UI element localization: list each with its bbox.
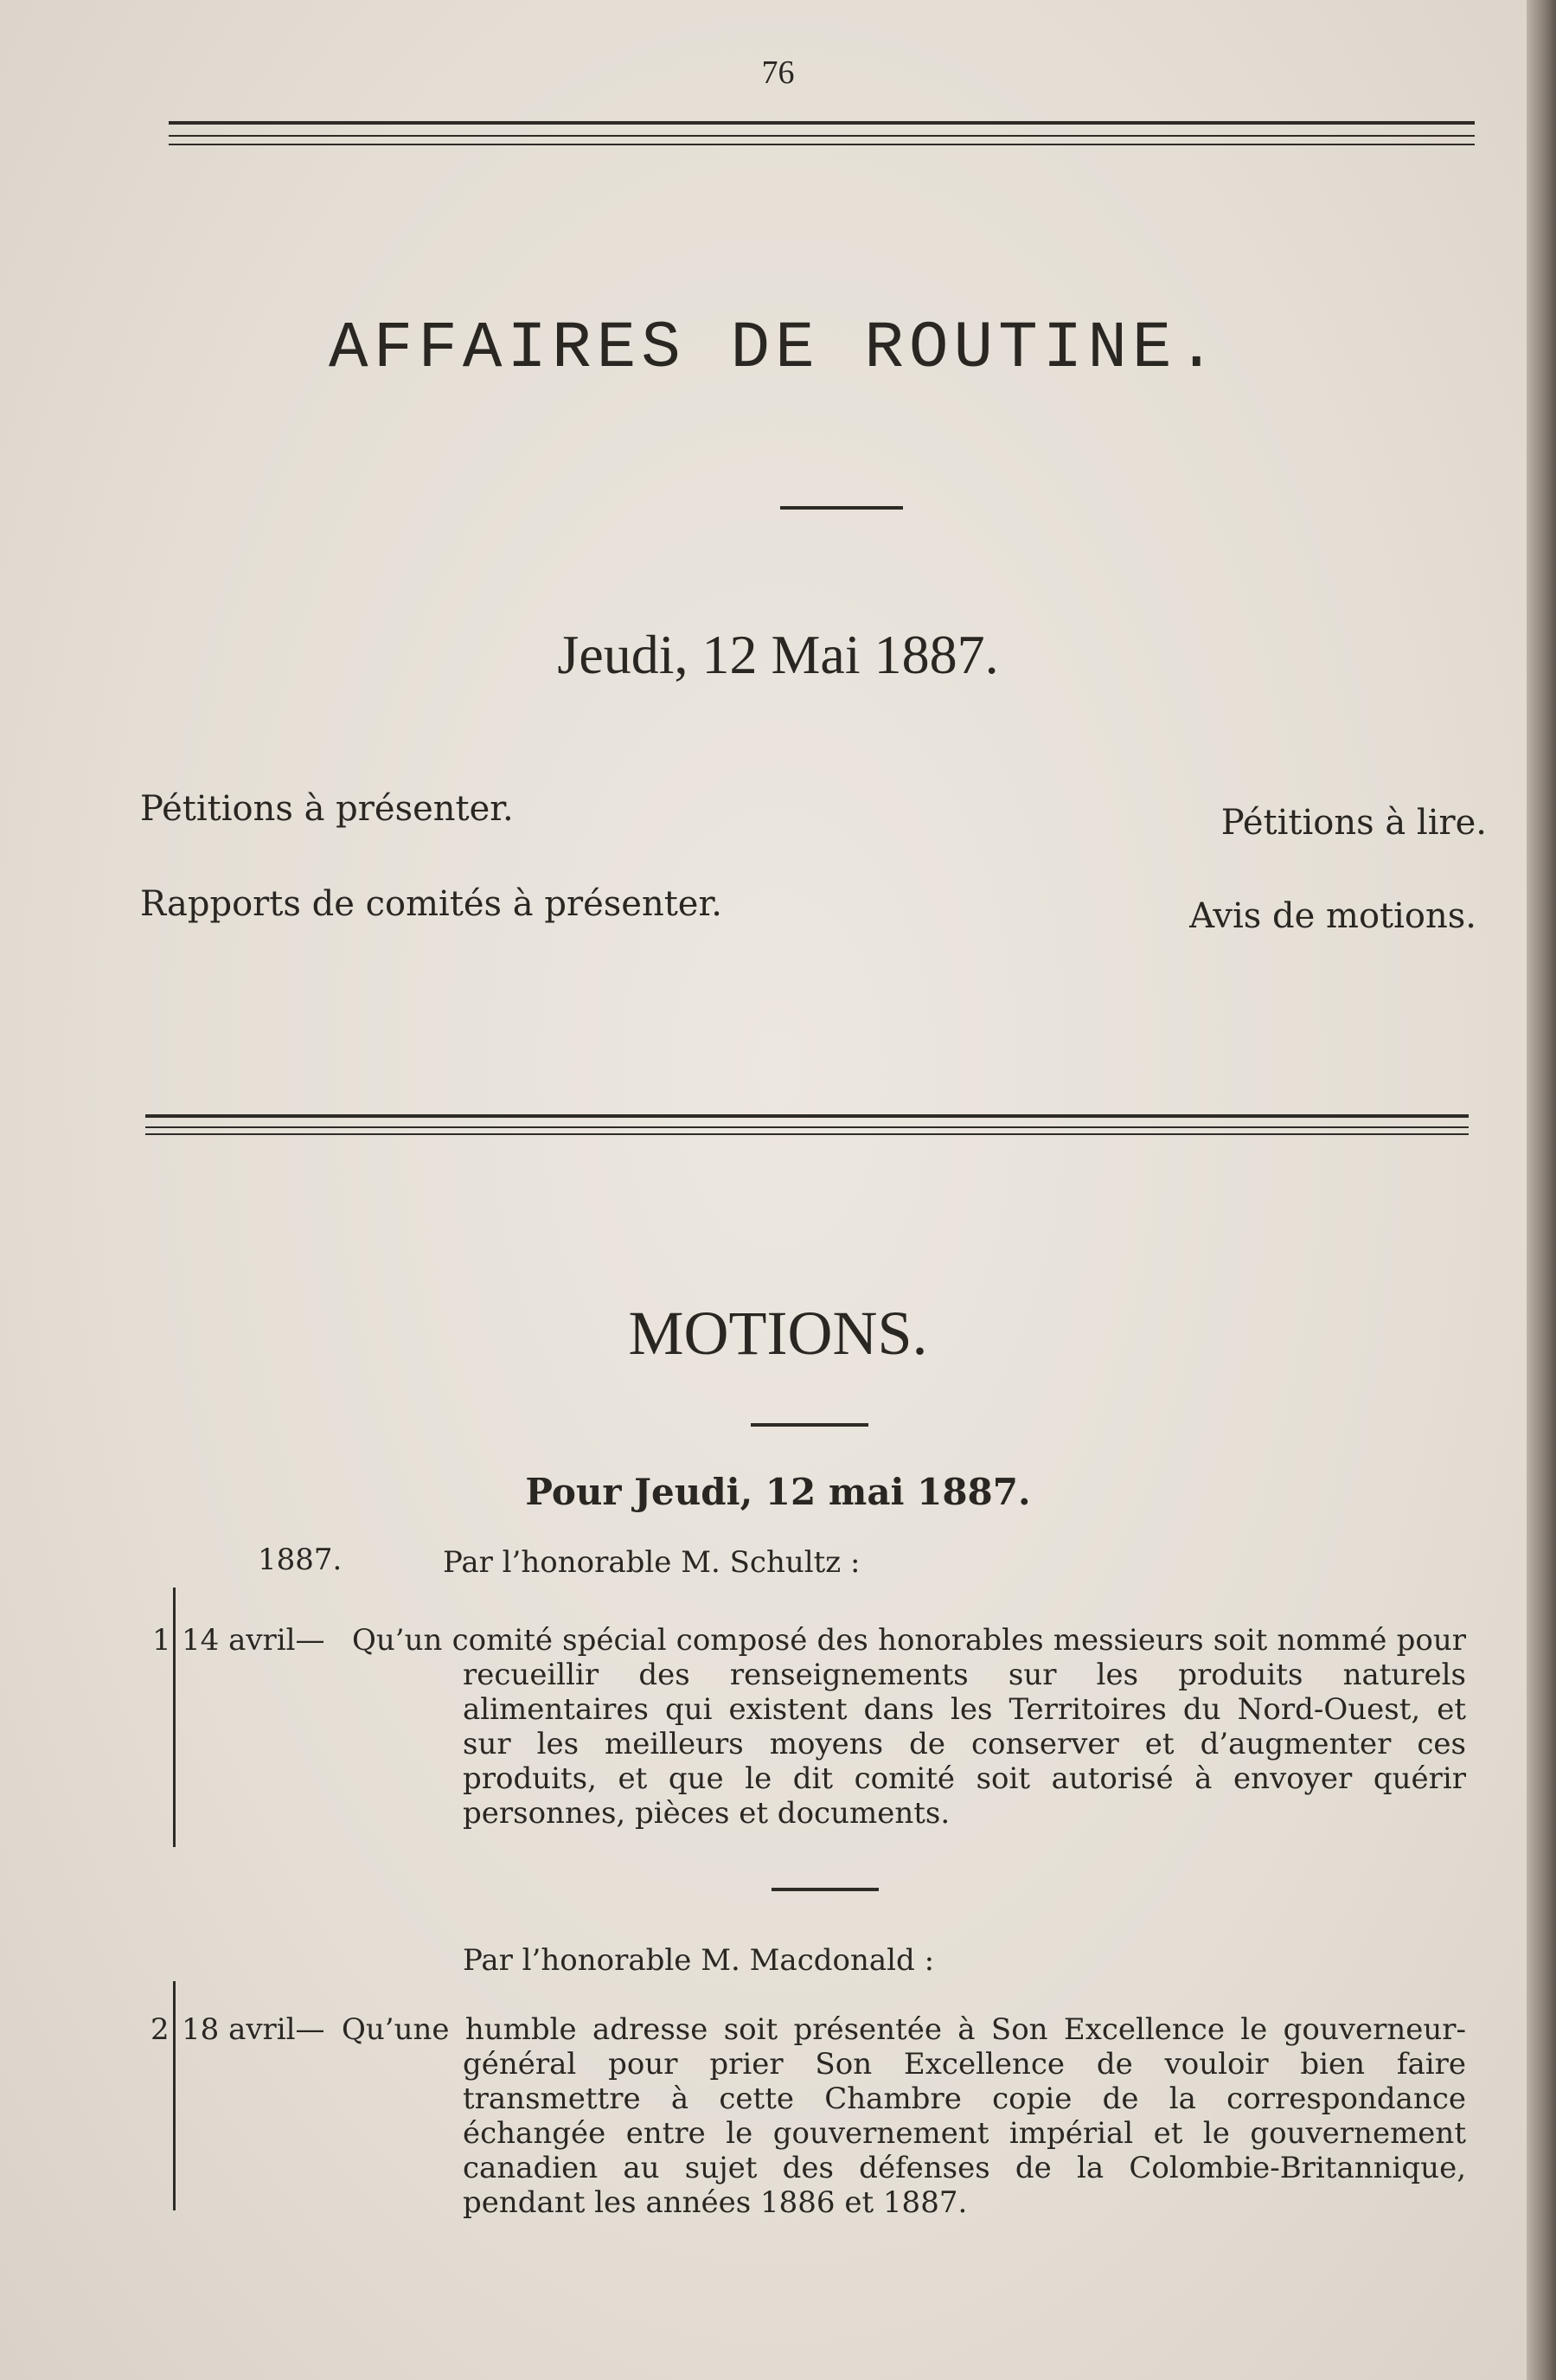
motions-subheading: Pour Jeudi, 12 mai 1887. bbox=[525, 1471, 1031, 1513]
motion-1-date: 14 avril— bbox=[182, 1623, 325, 1658]
motions-title: MOTIONS. bbox=[628, 1299, 928, 1368]
top-rule bbox=[169, 121, 1475, 125]
top-rule-thin bbox=[169, 135, 1475, 137]
motion-2-margin-line bbox=[173, 1981, 176, 2210]
section-divider bbox=[780, 506, 903, 510]
motion-2-text: Qu’une humble adresse soit présentée à Son Excellence le gouverneur-général pour prier Son Excellence de vouloir bien faire transmettre à cette Chambre copie de la correspondance échangée entre le gouvernement impérial et le gouvernement canadien au sujet des défenses de la Colombie-Britannique, pendant les années 1886 et 1887. bbox=[342, 2012, 1466, 2220]
item-petitions-presenter: Pétitions à présenter. bbox=[140, 789, 514, 829]
top-rule-thin-2 bbox=[169, 144, 1475, 145]
motions-divider bbox=[751, 1423, 868, 1427]
motion-2-date: 18 avril— bbox=[182, 2012, 325, 2047]
page-number: 76 bbox=[761, 55, 795, 91]
motion-1-mover: Par l’honorable M. Schultz : bbox=[443, 1545, 861, 1580]
motions-year: 1887. bbox=[258, 1543, 343, 1577]
routine-title: AFFAIRES DE ROUTINE. bbox=[329, 311, 1222, 386]
motion-separator bbox=[772, 1888, 879, 1891]
item-rapports-comites: Rapports de comités à présenter. bbox=[140, 884, 722, 924]
motion-2-mover: Par l’honorable M. Macdonald : bbox=[463, 1943, 935, 1978]
middle-rule-thin bbox=[145, 1126, 1469, 1128]
item-petitions-lire: Pétitions à lire. bbox=[1220, 803, 1487, 843]
book-spine-shadow bbox=[1527, 0, 1556, 2380]
middle-rule-thin-2 bbox=[145, 1133, 1469, 1135]
motion-1-number: 1 bbox=[152, 1623, 171, 1658]
motion-1-margin-line bbox=[173, 1588, 176, 1847]
session-date: Jeudi, 12 Mai 1887. bbox=[557, 624, 999, 685]
motion-1-text: Qu’un comité spécial composé des honorables messieurs soit nommé pour recueillir des renseignements sur les produits naturels alimentaires qui existent dans les Territoires du Nord-Ouest, et sur les meilleurs moyens de conserver et d’augmenter ces produits, et que le dit comité soit autorisé à envoyer quérir personnes, pièces et documents. bbox=[352, 1623, 1466, 1831]
middle-rule bbox=[145, 1114, 1469, 1118]
item-avis-motions: Avis de motions. bbox=[1189, 896, 1476, 936]
motion-2-number: 2 bbox=[150, 2012, 170, 2047]
